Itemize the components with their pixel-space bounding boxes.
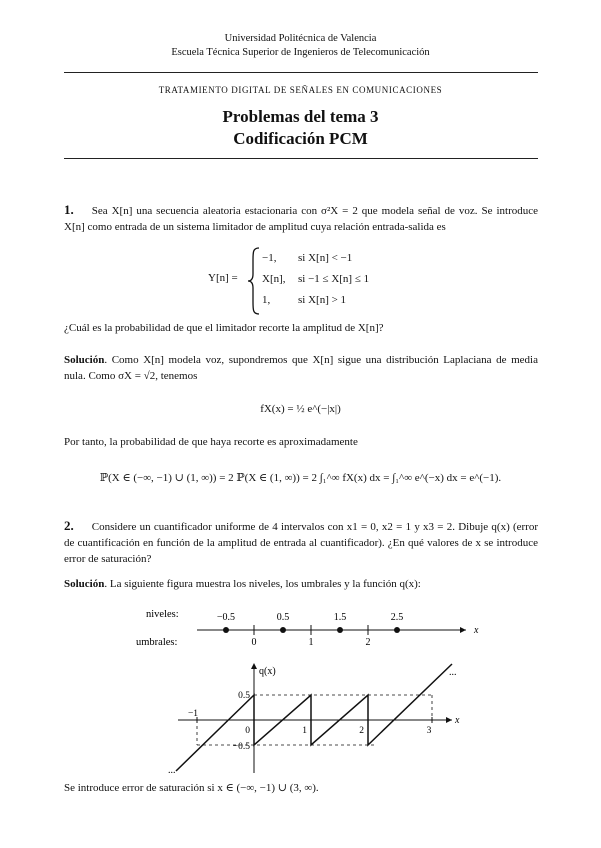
header-rule-bottom: [64, 158, 538, 159]
tick-label-minus05: −0.5: [232, 742, 250, 752]
plot-x-axis-arrow: [446, 717, 452, 723]
tick-label-three: 3: [426, 726, 432, 736]
tick-label-plus05: 0.5: [238, 691, 250, 701]
problem-2-statement: [64, 518, 538, 567]
plot-y-axis-arrow: [251, 663, 257, 669]
level-dot: [337, 627, 343, 633]
level-dot: [223, 627, 229, 633]
solution-label: Solución: [64, 578, 105, 590]
threshold-label: 2: [365, 637, 371, 648]
problem-1-text: Sea X[n] una secuencia aleatoria estacionaria con σ²X = 2 que modela señal de voz. Se introduce X[n] como entrada de un sistema limitador de amplitud cuya relación entrada-salida es: [64, 205, 538, 233]
case-2-value: X[n],: [262, 273, 286, 285]
problem-1-number: 1.: [64, 202, 74, 217]
case-2-condition: si −1 ≤ X[n] ≤ 1: [298, 273, 370, 285]
case-3-value: 1,: [262, 294, 271, 306]
level-label: 1.5: [333, 612, 347, 623]
umbrales-label: umbrales:: [136, 637, 178, 648]
levels-axis-arrow: [460, 627, 466, 633]
probability-equation: ℙ(X ∈ (−∞, −1) ∪ (1, ∞)) = 2 ℙ(X ∈ (1, ∞)) = 2 ∫₁^∞ fX(x) dx = ∫₁^∞ e^(−x) dx = e^(−1).: [99, 472, 502, 484]
solution-label: Solución: [64, 354, 105, 366]
level-label: 0.5: [276, 612, 290, 623]
page-subtitle: Codificación PCM: [233, 129, 368, 148]
header-rule-top: [64, 72, 538, 73]
level-dot: [394, 627, 400, 633]
school-name: Escuela Técnica Superior de Ingenieros de Telecomunicación: [171, 47, 430, 58]
problem-1-therefore: Por tanto, la probabilidad de que haya recorte es aproximadamente: [64, 436, 358, 448]
tick-label-minus1: −1: [187, 709, 199, 719]
levels-axis-x-label: x: [474, 625, 479, 636]
course-name: TRATAMIENTO DIGITAL DE SEÑALES EN COMUNICACIONES: [158, 85, 443, 95]
problem-2-solution: [64, 576, 538, 592]
problem-2-conclusion: Se introduce error de saturación si x ∈ (−∞, −1) ∪ (3, ∞).: [64, 782, 319, 794]
problem-1-solution: [64, 352, 538, 384]
page-title: Problemas del tema 3: [222, 107, 379, 126]
problem-2-number: 2.: [64, 518, 74, 533]
problem-1-statement: [64, 202, 538, 235]
level-dot: [280, 627, 286, 633]
levels-thresholds-figure: [0, 600, 601, 650]
tick-label-zero: 0: [245, 726, 250, 736]
piecewise-brace: [247, 246, 261, 316]
threshold-label: 1: [308, 637, 314, 648]
solution-text: . Como X[n] modela voz, supondremos que X[n] sigue una distribución Laplaciana de media nula. Como σX = √2, tenemos: [64, 354, 538, 382]
case-3-condition: si X[n] > 1: [298, 294, 347, 306]
threshold-label: 0: [251, 637, 257, 648]
ellipsis-right: ...: [449, 667, 457, 678]
laplacian-pdf-equation: fX(x) = ½ e^(−|x|): [260, 403, 341, 415]
case-1-value: −1,: [262, 252, 277, 264]
ellipsis-left: ...: [168, 765, 176, 776]
piecewise-lhs: Y[n] =: [208, 272, 238, 284]
tick-label-one: 1: [302, 726, 307, 736]
case-1-condition: si X[n] < −1: [298, 252, 353, 264]
qx-sawtooth: [176, 664, 452, 771]
university-name: Universidad Politécnica de Valencia: [224, 33, 377, 44]
plot-y-label: q(x): [259, 666, 276, 677]
problem-1-question: ¿Cuál es la probabilidad de que el limitador recorte la amplitud de X[n]?: [64, 322, 384, 334]
level-label: −0.5: [216, 612, 236, 623]
solution-text: . La siguiente figura muestra los niveles, los umbrales y la función q(x):: [104, 578, 421, 590]
problem-2-text: Considere un cuantificador uniforme de 4 intervalos con x1 = 0, x2 = 1 y x3 = 2. Dibuje q(x) (error de cuantificación en función de la amplitud de entrada al cuantificador). ¿En qué valores de x se introduce error de saturación?: [64, 521, 538, 565]
niveles-label: niveles:: [146, 609, 179, 620]
tick-label-two: 2: [359, 726, 364, 736]
level-label: 2.5: [390, 612, 404, 623]
plot-x-label: x: [455, 715, 460, 726]
quantization-error-plot: [0, 655, 601, 780]
